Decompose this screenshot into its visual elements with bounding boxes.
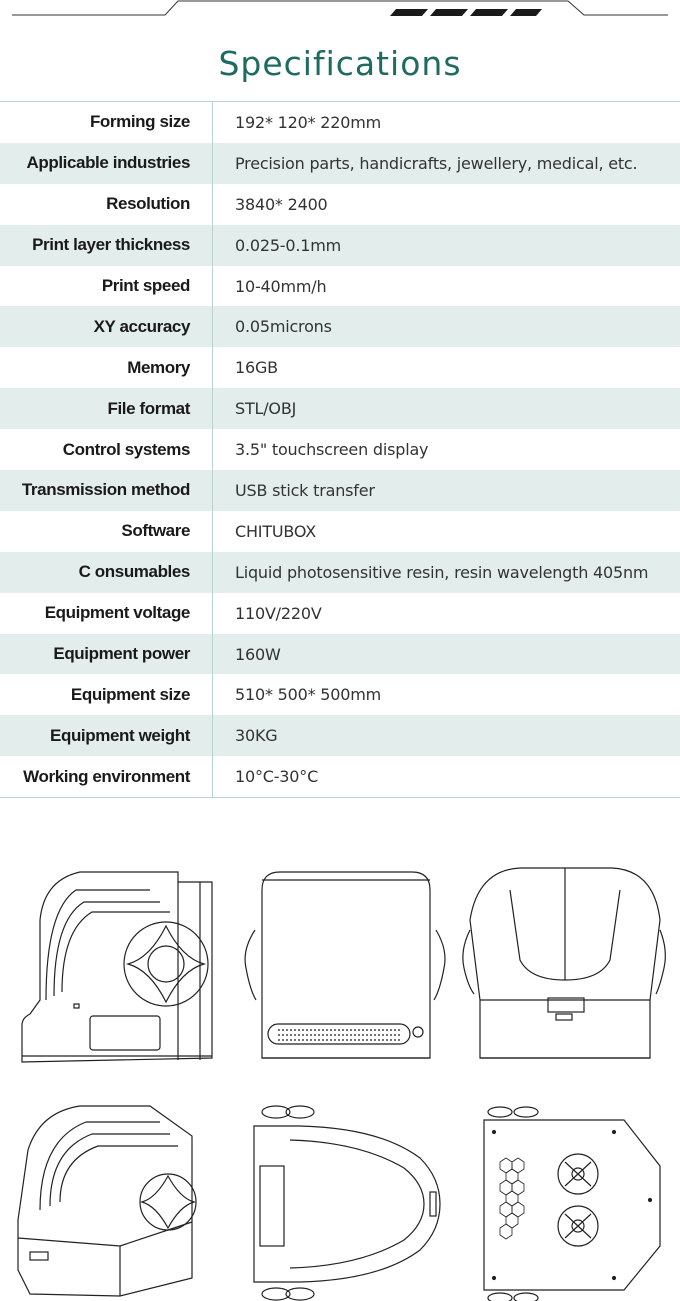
spec-row — [0, 756, 680, 797]
spec-value: Liquid photosensitive resin, resin wavelength 405nm — [235, 562, 649, 582]
spec-value: 30KG — [235, 726, 278, 746]
spec-value: 10°C-30°C — [235, 767, 319, 787]
spec-value: STL/OBJ — [235, 399, 297, 419]
spec-label: Print speed — [0, 266, 213, 307]
spec-table — [0, 101, 680, 798]
spec-value: 3.5" touchscreen display — [235, 440, 429, 460]
spec-row — [0, 511, 680, 552]
spec-label: Equipment voltage — [0, 593, 213, 634]
spec-row — [0, 347, 680, 388]
spec-row — [0, 470, 680, 511]
spec-label: Equipment power — [0, 634, 213, 675]
spec-row — [0, 306, 680, 347]
spec-row — [0, 184, 680, 225]
spec-value: 0.05microns — [235, 317, 332, 337]
spec-value: 160W — [235, 644, 281, 664]
spec-value: 16GB — [235, 358, 278, 378]
top-view-drawing — [254, 1106, 440, 1300]
spec-label: C onsumables — [0, 552, 213, 593]
spec-row — [0, 593, 680, 634]
spec-label: Print layer thickness — [0, 225, 213, 266]
spec-value: 110V/220V — [235, 603, 322, 623]
spec-value: 0.025-0.1mm — [235, 235, 341, 255]
spec-label: Memory — [0, 347, 213, 388]
spec-label: Forming size — [0, 102, 213, 143]
side-view-drawing — [22, 872, 212, 1062]
spec-row — [0, 552, 680, 593]
spec-label: Resolution — [0, 184, 213, 225]
spec-row — [0, 634, 680, 675]
spec-label: Equipment weight — [0, 715, 213, 756]
spec-value: USB stick transfer — [235, 480, 375, 500]
spec-label: Software — [0, 511, 213, 552]
spec-row — [0, 225, 680, 266]
spec-row — [0, 143, 680, 184]
spec-row — [0, 429, 680, 470]
spec-label: Transmission method — [0, 470, 213, 511]
spec-value: 192* 120* 220mm — [235, 112, 381, 132]
bottom-view-drawing — [484, 1107, 660, 1301]
spec-row — [0, 388, 680, 429]
back-view-drawing — [245, 872, 445, 1058]
spec-value: Precision parts, handicrafts, jewellery, medical, etc. — [235, 153, 638, 173]
spec-value: CHITUBOX — [235, 521, 317, 541]
spec-label: Applicable industries — [0, 143, 213, 184]
spec-value: 10-40mm/h — [235, 276, 327, 296]
front-view-drawing — [463, 868, 665, 1058]
perspective-view-drawing — [18, 1106, 196, 1296]
spec-row — [0, 674, 680, 715]
product-drawings — [0, 850, 680, 1301]
spec-value: 3840* 2400 — [235, 194, 328, 214]
spec-label: Working environment — [0, 756, 213, 797]
spec-label: Equipment size — [0, 674, 213, 715]
spec-row — [0, 102, 680, 143]
spec-label: File format — [0, 388, 213, 429]
top-decoration — [0, 0, 680, 22]
page-title: Specifications — [218, 44, 462, 83]
spec-value: 510* 500* 500mm — [235, 685, 381, 705]
spec-row — [0, 266, 680, 307]
spec-label: XY accuracy — [0, 306, 213, 347]
spec-row — [0, 715, 680, 756]
spec-label: Control systems — [0, 429, 213, 470]
